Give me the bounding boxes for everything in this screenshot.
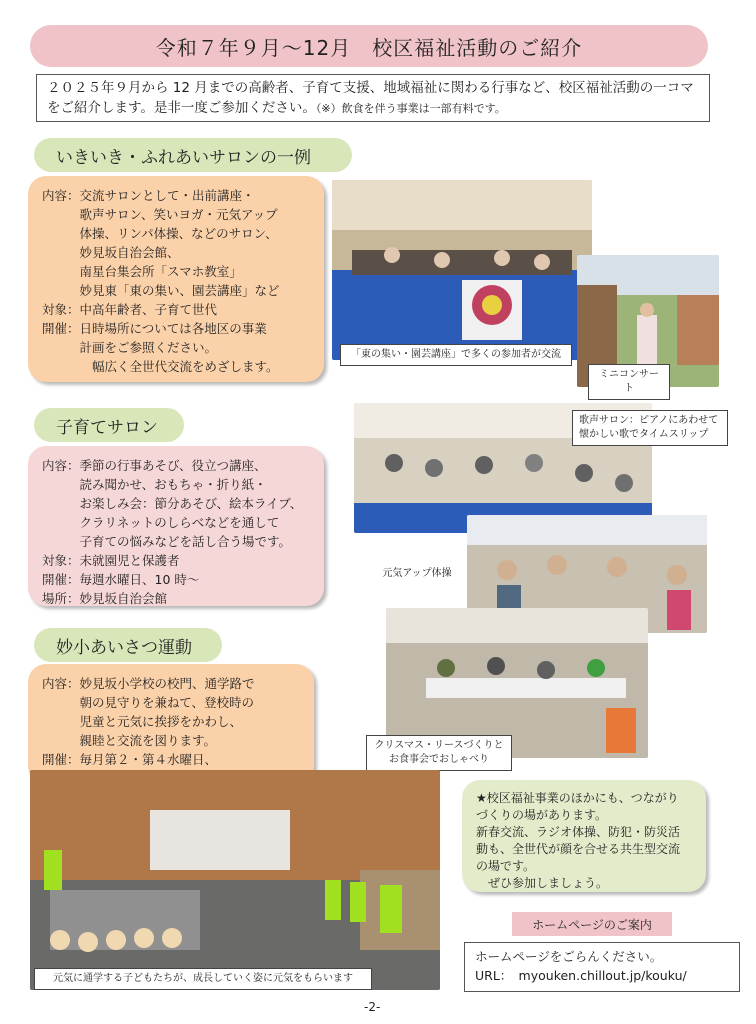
section-header-kosodate: 子育てサロン [34, 408, 184, 442]
intro-box [36, 74, 710, 122]
section-header-greeting: 妙小あいさつ運動 [34, 628, 222, 662]
photo-east-gathering-image [332, 180, 592, 360]
caption-exercise: 元気アップ体操 [372, 564, 462, 584]
section-header-salon: いきいき・ふれあいサロンの一例 [34, 138, 352, 172]
intro-note: （※）飲食を伴う事業は一部有料です。 [315, 102, 506, 115]
homepage-label: ホームページのご案内 [512, 912, 672, 936]
caption-east-gathering: 「東の集い・園芸講座」で多くの参加者が交流 [340, 344, 572, 366]
caption-singing-salon: 歌声サロン：ピアノにあわせて 懐かしい歌でタイムスリップ [572, 410, 728, 446]
homepage-url[interactable]: URL： myouken.chillout.jp/kouku/ [475, 968, 687, 983]
photo-greeting [30, 770, 440, 990]
photo-east-gathering [332, 180, 592, 360]
caption-christmas: クリスマス・リースづくりと お食事会でおしゃべり [366, 735, 512, 771]
section-body-greeting: 内容：妙見坂小学校の校門、通学路で 朝の見守りを兼ねて、登校時の 児童と元気に挨拶をかわし、 親睦と交流を図ります。 開催：毎月第２・第４水曜日、 [28, 664, 314, 784]
photo-greeting-image [30, 770, 440, 990]
page-title: 令和７年９月～12月 校区福祉活動のご紹介 [30, 25, 708, 67]
caption-greeting: 元気に通学する子どもたちが、成長していく姿に元気をもらいます [34, 968, 372, 990]
page-number: -2- [364, 1000, 381, 1014]
homepage-box [464, 942, 740, 992]
section-body-kosodate: 内容：季節の行事あそび、役立つ講座、 読み聞かせ、おもちゃ・折り紙・ お楽しみ会：節分あそび、絵本ライブ、 クラリネットのしらべなどを通して 子育ての悩みなどを話し合う場です。 対象：未就園児と保護者 開催：毎週水曜日、10 時～ 場所：妙見坂自治会館 [28, 446, 324, 606]
section-body-salon: 内容：交流サロンとして・出前講座・ 歌声サロン、笑いヨガ・元気アップ 体操、リンパ体操、などのサロン、 妙見坂自治会館、 南星台集会所「スマホ教室」 妙見東「東の集い、園芸講座」など 対象：中高年齢者、子育て世代 開催：日時場所については各地区の事業 計画をご参照ください。 幅広く全世代交流をめざします。 [28, 176, 324, 382]
caption-mini-concert: ミニコンサート [588, 364, 670, 400]
homepage-line1: ホームページをごらんください。 [475, 949, 663, 964]
intro-text: ２０２５年９月から 12 月までの高齢者、子育て支援、地域福祉に関わる行事など、校区福祉活動の一コマをご紹介します。是非一度ご参加ください。 [47, 80, 694, 116]
note-box: ★校区福祉事業のほかにも、つながり づくりの場があります。 新春交流、ラジオ体操、防犯・防災活 動も、全世代が顔を合せる共生型交流 の場です。 ぜひ参加しましょう。 [462, 780, 706, 892]
